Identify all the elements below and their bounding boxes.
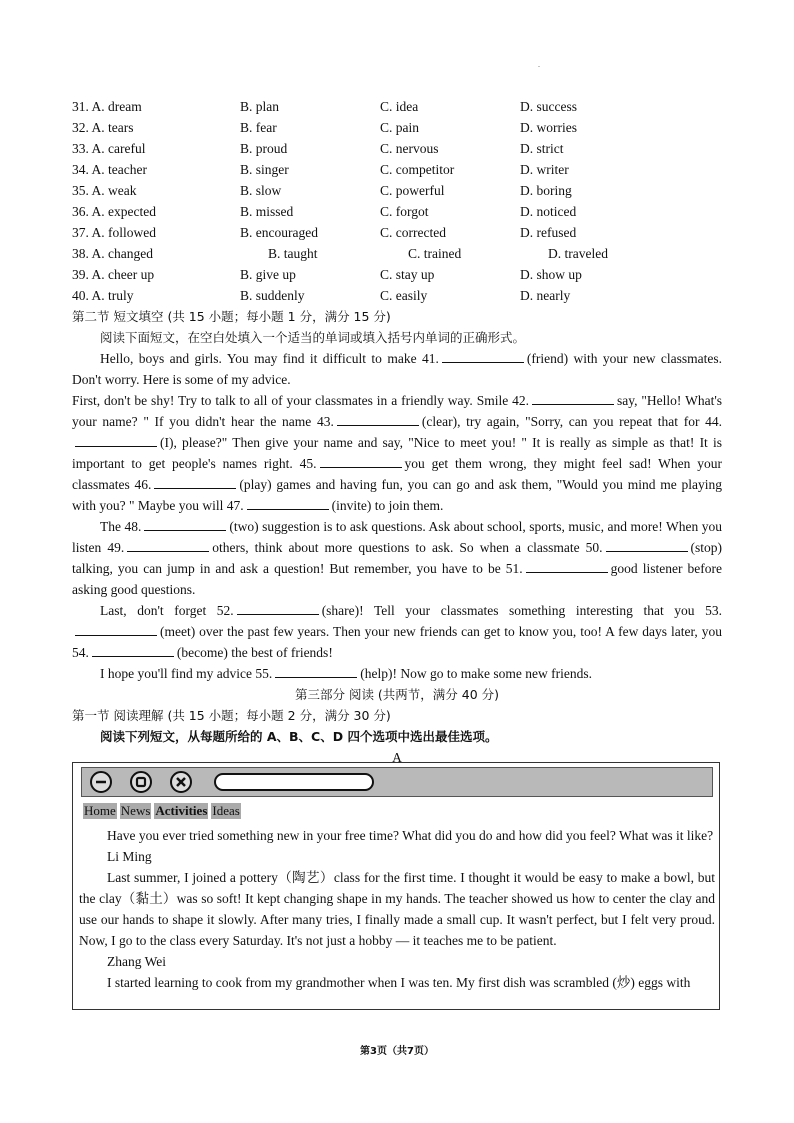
option-d: D. success: [520, 99, 577, 114]
blank-55[interactable]: [275, 663, 357, 678]
option-a: 40. A. truly: [72, 288, 134, 303]
option-d: D. noticed: [520, 204, 577, 219]
part3-subheading: 第一节 阅读理解 (共 15 小题；每小题 2 分，满分 30 分): [72, 708, 391, 723]
option-c: C. powerful: [380, 183, 445, 198]
blank-50[interactable]: [606, 537, 688, 552]
blank-48[interactable]: [144, 516, 226, 531]
option-c: C. corrected: [380, 225, 446, 240]
option-d: D. refused: [520, 225, 577, 240]
article-body: [79, 825, 715, 993]
text: others, think about more questions to ask. So when a classmate 50.: [212, 540, 603, 555]
blank-44[interactable]: [75, 432, 157, 447]
option-row: [72, 222, 732, 243]
blank-49[interactable]: [127, 537, 209, 552]
option-b: B. plan: [240, 99, 279, 114]
nav-news[interactable]: News: [120, 803, 151, 818]
article-box: [72, 762, 720, 1010]
option-d: D. traveled: [548, 246, 608, 261]
option-b: B. encouraged: [240, 225, 318, 240]
option-row: [72, 285, 732, 306]
text: (play) games and having fun, you can go and ask them, "Would you mind me playing with you? " Maybe you will 47.: [72, 477, 723, 513]
option-row: [72, 201, 732, 222]
option-d: D. worries: [520, 120, 577, 135]
text: (two) suggestion is to ask questions. Ask about school, sports, music, and more! When you listen 49.: [72, 519, 722, 555]
text: I hope you'll find my advice 55.: [100, 666, 273, 681]
option-a: 37. A. followed: [72, 225, 156, 240]
option-row: [72, 264, 732, 285]
text: The 48.: [100, 519, 142, 534]
option-row: [72, 117, 732, 138]
option-a: 33. A. careful: [72, 141, 146, 156]
option-b: B. singer: [240, 162, 289, 177]
browser-window-bar: [81, 767, 713, 797]
paragraph-3: [72, 516, 722, 600]
nav-home[interactable]: Home: [84, 803, 116, 818]
blank-53[interactable]: [75, 621, 157, 636]
option-b: B. missed: [240, 204, 294, 219]
option-a: 36. A. expected: [72, 204, 156, 219]
text: Hello, boys and girls. You may find it difficult to make 41.: [100, 351, 439, 366]
option-c: C. stay up: [380, 267, 435, 282]
option-c: C. competitor: [380, 162, 455, 177]
section2-heading: 第二节 短文填空 (共 15 小题；每小题 1 分，满分 15 分): [72, 309, 391, 324]
text: Last, don't forget 52.: [100, 603, 234, 618]
option-c: C. pain: [380, 120, 419, 135]
address-bar[interactable]: [214, 773, 374, 791]
option-c: C. idea: [380, 99, 419, 114]
passage-label: A: [392, 750, 402, 765]
text: First, don't be shy! Try to talk to all of your classmates in a friendly way. Smile 42.: [72, 393, 529, 408]
blank-51[interactable]: [526, 558, 608, 573]
option-row: [72, 159, 732, 180]
option-c: C. forgot: [380, 204, 429, 219]
option-b: B. give up: [240, 267, 296, 282]
option-a: 32. A. tears: [72, 120, 134, 135]
option-d: D. nearly: [520, 288, 571, 303]
text: (become) the best of friends!: [176, 645, 333, 660]
option-a: 39. A. cheer up: [72, 267, 155, 282]
page-footer: 第3页（共7页）: [360, 1046, 434, 1057]
section2-instruction: 阅读下面短文，在空白处填入一个适当的单词或填入括号内单词的正确形式。: [100, 330, 526, 345]
blank-45[interactable]: [320, 453, 402, 468]
option-row: [72, 138, 732, 159]
text: (invite) to join them.: [331, 498, 444, 513]
blank-52[interactable]: [237, 600, 319, 615]
paragraph-5: [72, 663, 722, 684]
nav-menu: [83, 803, 244, 821]
text: (I), please?" Then give your name and say, "Nice to meet you! " It is really as simple as that! It is important to get people's names right. 45.: [72, 435, 722, 471]
author-name: Zhang Wei: [107, 954, 167, 969]
paragraph-1: [72, 348, 722, 390]
maximize-icon[interactable]: [130, 771, 152, 793]
close-icon[interactable]: [170, 771, 192, 793]
option-b: B. slow: [240, 183, 282, 198]
option-b: B. fear: [240, 120, 277, 135]
option-b: B. suddenly: [240, 288, 305, 303]
text: good listener before asking good questions.: [72, 561, 722, 597]
blank-46[interactable]: [154, 474, 236, 489]
article-paragraph: Last summer, I joined a pottery（陶艺）class for the first time. I thought it would be easy to make a bowl, but the clay（黏土）was so soft! It kept changing shape in my hands. The teacher showed us how to center the clay and use our hands to shape it slowly. After many tries, I finally made a small cup. It wasn't perfect, but I felt very proud. Now, I go to the class every Saturday. It's not just a hobby — it teaches me to be patient.: [79, 870, 715, 948]
text: (help)! Now go to make some new friends.: [360, 666, 592, 681]
text: (friend) with your new classmates. Don't worry. Here is some of my advice.: [72, 351, 722, 387]
option-a: 34. A. teacher: [72, 162, 147, 177]
option-row: [72, 180, 732, 201]
article-intro: Have you ever tried something new in your free time? What did you do and how did you feel? What was it like?: [107, 828, 714, 843]
blank-43[interactable]: [337, 411, 419, 426]
nav-ideas[interactable]: Ideas: [212, 803, 240, 818]
section-cloze: [72, 306, 722, 768]
option-a: 35. A. weak: [72, 183, 137, 198]
option-b: B. taught: [268, 246, 318, 261]
author-name: Li Ming: [107, 849, 152, 864]
part3-heading: 第三部分 阅读 (共两节，满分 40 分): [294, 687, 500, 702]
option-d: D. boring: [520, 183, 572, 198]
options-table: [72, 96, 732, 306]
blank-47[interactable]: [247, 495, 329, 510]
text: say, "Hello! What's your name? " If you didn't hear the name 43.: [72, 393, 723, 429]
minimize-icon[interactable]: [90, 771, 112, 793]
text: (stop) talking, you can jump in and ask a question! But remember, you have to be 51.: [72, 540, 722, 576]
text: (share)! Tell your classmates something interesting that you 53.: [321, 603, 722, 618]
option-c: C. trained: [408, 246, 462, 261]
text: you get them wrong, they might feel sad! When your classmates 46.: [72, 456, 723, 492]
option-d: D. writer: [520, 162, 569, 177]
text: (meet) over the past few years. Then your new friends can get to know you, too! A few days later, you 54.: [72, 624, 722, 660]
scan-mark: .: [538, 60, 540, 69]
nav-activities[interactable]: Activities: [155, 803, 208, 818]
article-paragraph: I started learning to cook from my grandmother when I was ten. My first dish was scrambled (炒) eggs with: [107, 975, 691, 990]
option-row: [72, 96, 732, 117]
option-a: 31. A. dream: [72, 99, 142, 114]
paragraph-4: [72, 600, 722, 663]
option-a: 38. A. changed: [72, 246, 153, 261]
part3-instruction: 阅读下列短文，从每题所给的 A、B、C、D 四个选项中选出最佳选项。: [100, 729, 498, 744]
paragraph-2: [72, 390, 722, 516]
blank-54[interactable]: [92, 642, 174, 657]
blank-42[interactable]: [532, 390, 614, 405]
option-b: B. proud: [240, 141, 288, 156]
blank-41[interactable]: [442, 348, 524, 363]
option-d: D. show up: [520, 267, 582, 282]
option-d: D. strict: [520, 141, 564, 156]
option-c: C. easily: [380, 288, 428, 303]
text: (clear), try again, "Sorry, can you repeat that for 44.: [421, 414, 722, 429]
option-c: C. nervous: [380, 141, 439, 156]
option-row: [72, 243, 732, 264]
